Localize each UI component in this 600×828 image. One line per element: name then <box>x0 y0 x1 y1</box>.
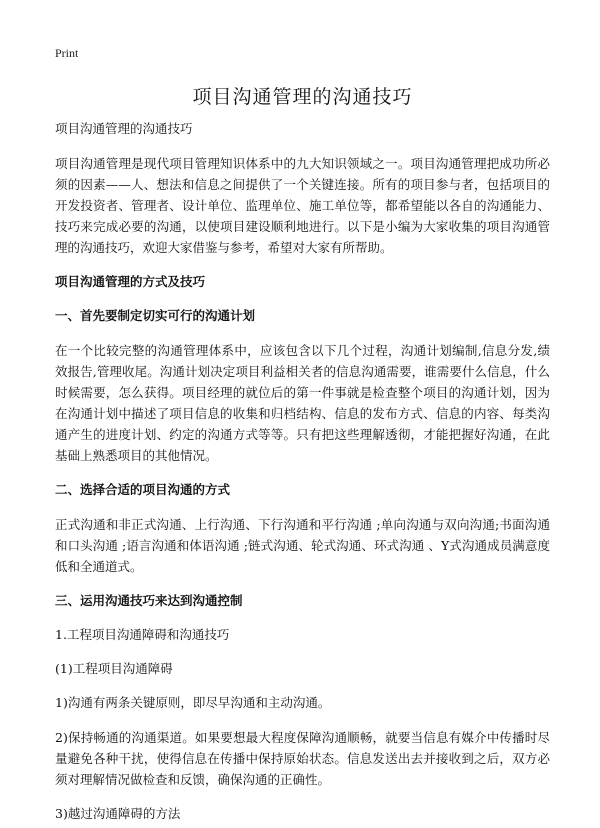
list-item: 1)沟通有两条关键原则，即尽早沟通和主动沟通。 <box>55 695 331 710</box>
heading-communication-methods: 二、选择合适的项目沟通的方式 <box>55 482 231 497</box>
list-item: 1.工程项目沟通障碍和沟通技巧 <box>55 627 230 642</box>
paragraph-communication-methods: 正式沟通和非正式沟通、上行沟通、下行沟通和平行沟通 ;单向沟通与双向沟通;书面沟通和口头沟通 ;语言沟通和体语沟通 ;链式沟通、轮式沟通、环式沟通 、Y式沟通成员满意度低和全通道式。 <box>55 517 550 574</box>
print-link[interactable]: Print <box>55 46 79 60</box>
paragraph-communication-plan: 在一个比较完整的沟通管理体系中，应该包含以下几个过程，沟通计划编制,信息分发,绩效报告,管理收尾。沟通计划决定项目利益相关者的信息沟通需要，谁需要什么信息，什么时候需要，怎么获得。项目经理的就位后的第一件事就是检查整个项目的沟通计划，因为在沟通计划中描述了项目信息的收集和归档结构、信息的发布方式、信息的内容、每类沟通产生的进度计划、约定的沟通方式等等。只有把这些理解透彻，才能把握好沟通，在此基础上熟悉项目的其他情况。 <box>55 343 550 463</box>
heading-communication-plan: 一、首先要制定切实可行的沟通计划 <box>55 308 256 323</box>
list-item: (1)工程项目沟通障碍 <box>55 661 173 676</box>
list-item: 3)越过沟通障碍的方法 <box>55 806 181 821</box>
document-subtitle: 项目沟通管理的沟通技巧 <box>55 121 193 136</box>
section-heading: 项目沟通管理的方式及技巧 <box>55 274 206 289</box>
intro-paragraph: 项目沟通管理是现代项目管理知识体系中的九大知识领域之一。项目沟通管理把成功所必须的因素——人、想法和信息之间提供了一个关键连接。所有的项目参与者，包括项目的开发投资者、管理者、设计单位、监理单位、施工单位等，都希望能以各自的沟通能力、技巧来完成必要的沟通，以使项目建设顺利地进行。以下是小编为大家收集的项目沟通管理的沟通技巧，欢迎大家借鉴与参考，希望对大家有所帮助。 <box>55 156 550 255</box>
list-item: 2)保持畅通的沟通渠道。如果要想最大程度保障沟通顺畅，就要当信息有媒介中传播时尽量避免各种干扰，使得信息在传播中保持原始状态。信息发送出去并接收到之后，双方必须对理解情况做检查和反馈，确保沟通的正确性。 <box>55 730 550 787</box>
heading-communication-skills: 三、运用沟通技巧来达到沟通控制 <box>55 593 243 608</box>
page-title: 项目沟通管理的沟通技巧 <box>192 86 413 108</box>
